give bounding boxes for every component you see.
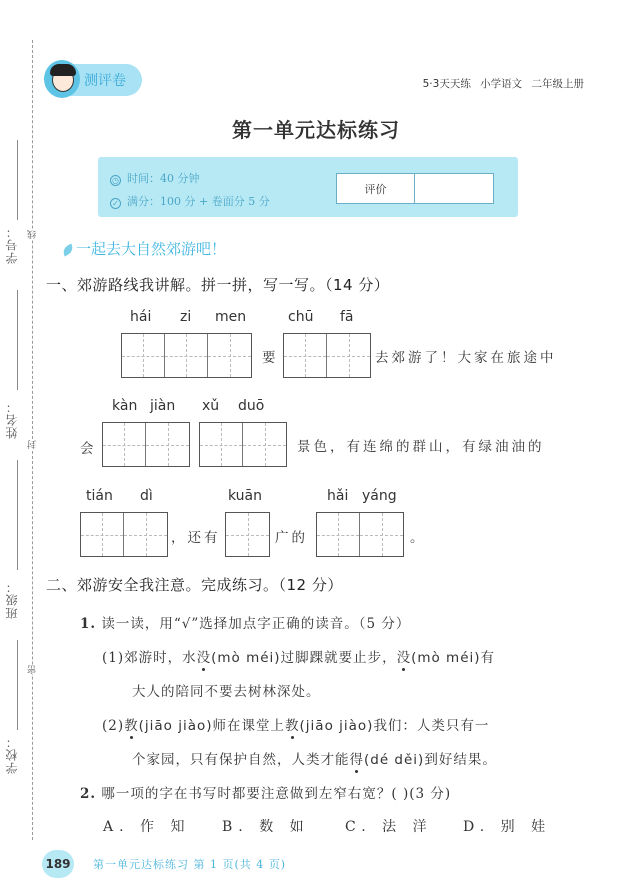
page-number: 189: [42, 850, 74, 878]
page-title: 第一单元达标练习: [232, 118, 400, 142]
student-id-label: 学号：: [5, 225, 19, 264]
leaf-icon: [61, 244, 75, 257]
pinyin: tián: [86, 488, 113, 504]
section-1-heading: 一、郊游路线我讲解。拼一拼，写一写。（14 分）: [46, 276, 390, 294]
boy-avatar-icon: [44, 60, 80, 98]
question-1-item-1: (1)郊游时，水没(mò méi)过脚踝就要止步，没(mò méi)有: [102, 650, 496, 666]
check-circle-icon: ✓: [110, 198, 121, 209]
writing-grid-haizimen[interactable]: [121, 333, 252, 378]
option-a[interactable]: A. 作 知: [103, 819, 191, 835]
field-line: [17, 290, 18, 390]
pinyin: hái: [130, 309, 152, 325]
pinyin: chū: [288, 309, 314, 325]
clock-icon: ◷: [110, 175, 121, 186]
pinyin: kàn: [112, 398, 138, 414]
cut-mark-line: 线: [28, 230, 38, 239]
writing-grid-tiandi[interactable]: [80, 512, 168, 557]
question-1-item-2-cont: 个家园，只有保护自然，人类才能得(dé děi)到好结果。: [132, 752, 497, 768]
option-d[interactable]: D. 别 娃: [463, 819, 552, 835]
name-label: 姓名：: [5, 400, 19, 439]
dotted-char: 教: [124, 718, 139, 734]
pinyin: duō: [238, 398, 265, 414]
writing-grid-xuduo[interactable]: [199, 422, 287, 467]
writing-grid-kanjian[interactable]: [102, 422, 190, 467]
pinyin: kuān: [228, 488, 263, 504]
text-fragment: 会: [80, 441, 97, 457]
option-b[interactable]: B. 数 如: [222, 819, 310, 835]
evaluation-label: 评价: [337, 174, 415, 203]
school-label: 学校：: [5, 735, 19, 774]
field-line: [17, 140, 18, 220]
text-fragment: 广的: [275, 530, 308, 546]
option-c[interactable]: C. 法 洋: [345, 819, 433, 835]
question-1-item-1-cont: 大人的陪同不要去树林深处。: [132, 684, 321, 700]
cut-mark-secret: 密: [28, 665, 38, 674]
footer-text: 第一单元达标练习 第 1 页(共 4 页): [93, 858, 287, 871]
text-fragment: 要: [262, 350, 279, 366]
text-fragment: 去郊游了！大家在旅途中: [375, 350, 557, 366]
pinyin: fā: [340, 309, 354, 325]
pinyin: zi: [180, 309, 192, 325]
section-2-heading: 二、郊游安全我注意。完成练习。（12 分）: [46, 576, 343, 594]
text-fragment: ，还有: [171, 530, 221, 546]
pinyin: men: [215, 309, 247, 325]
text-fragment: 。: [410, 530, 427, 546]
pinyin-choice[interactable]: (jiāo jiào): [138, 718, 213, 734]
pinyin: xǔ: [202, 398, 220, 414]
writing-grid-haiyang[interactable]: [316, 512, 404, 557]
field-line: [17, 460, 18, 570]
pinyin: dì: [140, 488, 153, 504]
dotted-char: 没: [196, 650, 212, 666]
writing-grid-chufa[interactable]: [283, 333, 371, 378]
pinyin-choice[interactable]: (dé děi): [364, 752, 425, 768]
time-limit: ◷ 时间：40 分钟: [112, 172, 200, 185]
dotted-char: 得: [349, 752, 364, 768]
dotted-char: 教: [285, 718, 300, 734]
field-line: [17, 640, 18, 730]
pinyin: hǎi: [327, 488, 349, 504]
pinyin: yáng: [362, 488, 397, 504]
series-title: 5·3天天练 小学语文 二年级上册: [422, 78, 584, 90]
badge-label: 测评卷: [84, 73, 126, 89]
pinyin-choice[interactable]: (mò méi): [411, 650, 481, 666]
question-1-item-2: (2)教(jiāo jiào)师在课堂上教(jiāo jiào)我们：人类只有一: [102, 718, 490, 734]
question-2: 2. 哪一项的字在书写时都要注意做到左窄右宽？( )(3 分): [80, 786, 452, 802]
question-1: 1. 读一读，用“√”选择加点字正确的读音。（5 分）: [80, 616, 411, 632]
pinyin-choice[interactable]: (mò méi): [211, 650, 281, 666]
evaluation-box: [336, 173, 494, 204]
writing-grid-kuan[interactable]: [225, 512, 270, 557]
cut-mark-seal: 封: [28, 440, 38, 449]
class-label: 班级：: [5, 580, 19, 619]
evaluation-field[interactable]: [415, 174, 493, 203]
full-score: ✓ 满分：100 分 + 卷面分 5 分: [110, 193, 270, 209]
text-fragment: 景色，有连绵的群山，有绿油油的: [297, 439, 545, 455]
dotted-char: 没: [396, 650, 412, 666]
pinyin: jiàn: [150, 398, 176, 414]
theme-heading: 一起去大自然郊游吧！: [62, 238, 226, 259]
pinyin-choice[interactable]: (jiāo jiào): [299, 718, 374, 734]
